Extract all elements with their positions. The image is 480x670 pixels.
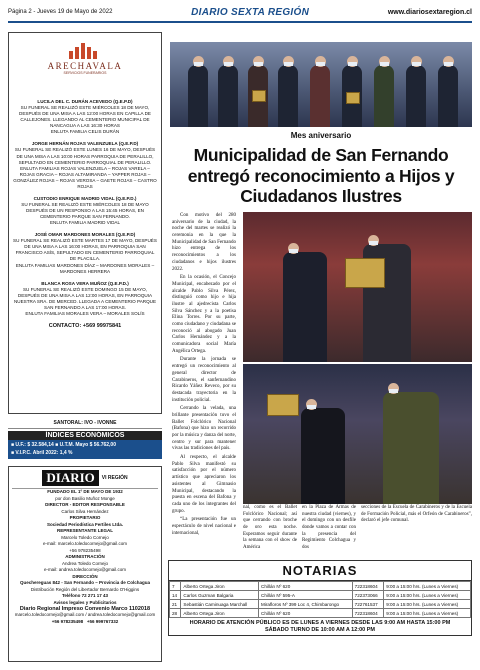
article-column-3: en la Plaza de Armas de nuestra ciudad (viernes), y el domingo con un desfile donde vamos a contar con la presencia del Regimiento Colchagua y dos: [302, 505, 356, 551]
logo-sub: SERVICIOS FUNERARIOS: [63, 71, 107, 75]
newspaper-logo: DIARIO VI REGIÓN: [12, 470, 158, 489]
article-column-2: nal, como es el Ballet Folclórico Nacional; así que cerrando con broche de oro esta noche. Esperamos seguir durante la semana con el show de América: [243, 505, 297, 551]
indices-title: ÍNDICES ECONÓMICOS: [8, 431, 162, 440]
contact-line: CONTACTO: +569 99975841: [48, 323, 122, 329]
notarias-table: [169, 581, 471, 618]
page-header: [8, 4, 472, 20]
economic-indices: [8, 420, 162, 459]
funeral-ad: [8, 32, 162, 414]
header-rule: [8, 21, 472, 23]
logo-name: ARECHAVALA: [47, 61, 123, 71]
notice-item: CUSTODIO ENRIQUE MADRID VIDAL (Q.E.P.D.) SU FUNERAL SE REALIZÓ ESTE MIÉRCOLES 18 DE MAYO DESPUÉS DE UN RESPONSO A LAS 15:45 HORAS, EN CEMENTERIO PARQUE SAN FERNANDO. ENLUTA FAMILIA MADRID VIDAL: [21, 195, 149, 226]
indices-strip: ■ U.F.: $ 32.584,14 ■ U.T.M. Mayo $ 56.762,00 ■ V.I.P.C. Abril 2022: 1,4 %: [8, 440, 162, 459]
notarias-saturday: SÁBADO TURNO DE 10:00 AM A 12:00 PM: [264, 627, 376, 633]
table-row: 21 Sebastián Caminuaga Marchall Mirafloros Nº 399 Loc 4, Chimbarongo 722761537 9:00 a 15:00 hrs. (Lunes a Viernes): [170, 600, 471, 609]
notice-list: [12, 99, 158, 317]
group-photo: [170, 42, 472, 127]
military-award-photo: [243, 364, 472, 504]
funeral-box: [8, 32, 162, 414]
award-photo: [243, 212, 472, 362]
table-row: 7 Alberto Ortega Jiron Chillán Nº 620 722318604 9:00 a 15:00 hrs. (Lunes a Viernes): [170, 582, 471, 591]
notice-item: BLANCA ROSA VERA MUÑOZ (Q.E.P.D.) SU FUNERAL SE REALIZÓ ESTE DOMINGO 15 DE MAYO, DESPUÉS DE UNA MISA A LAS 12:00 HORAS, EN PARROQUIA NUESTRA SRA. DE MERCED. LLEGADA A CEMENTERIO PARQUE SAN FERNANDO A LAS 17:00 HORAS. ENLUTA FAMILIAS MORALES VERA – MORALES SOLÍS: [13, 280, 157, 316]
article-kicker: Mes aniversario: [290, 131, 352, 140]
notarias-box: [168, 560, 472, 636]
masthead: DIARIO SEXTA REGIÓN: [191, 6, 310, 18]
arechavala-logo: [12, 41, 158, 75]
notarias-hours: HORARIO DE ATENCIÓN PÚBLICO ES DE LUNES A VIERNES DESDE LAS 9:00 AM HASTA 15:00 PM: [189, 620, 451, 626]
notice-item: JOSÉ OMAR MARDONES MORALES (Q.E.P.D) SU FUNERAL SE REALIZÓ ESTE MARTES 17 DE MAYO, DESPUÉS DE UNA MISA A LAS 16:00 HORAS, EN PARROQUIA SAN FRANCISCO ASÍS, SEPULTADO EN CEMENTERIO PARROQUIAL DE PLACILLA. ENLUTA FAMILIAS MARDONES DÍAZ – MARDONES MORALES – MARDONES HERRERA: [13, 232, 157, 274]
article-column-1: Con motivo del 280 aniversario de la ciudad, la noche del martes se realizó la ceremonia en la que la Municipalidad de San Fernando hizo entrega de los reconocimientos a los ciudadanos e hijos ilustres 2022. En la ocasión, el Concejo Municipal, encabezado por el alcalde Pablo Silva Pérez, distinguió como hijo e hija ilustre al ajedrecista Carlos Silva Sánchez y a la poetisa Elina Torres. Por su parte, como ciudadano y ciudadana se reconoció al abogado Juan Carlos Hernández y a la comunicadora social María Angélica Ortega. Durante la jornada se entregó un reconocimiento al general director de Carabineros, el sanfernandino Ricardo Yáñez Reveco, por su destacada trayectoria en la institución policial. Cerrando la velada, una brillante presentación tuvo el Ballet Folclórico Nacional (Bafona) que hizo un recorrido por la música y danza del norte, centro y sur para mantener vivas las tradiciones del país. Al respecto, el alcalde Pablo Silva manifestó su satisfacción por el número artístico que apreciaron los asistentes al Gimnasio Municipal, destacando la puesta en escena del Bafona y cada uno de los integrantes del grupo. “La presentación fue un espectáculo de nivel nacional e internacional,: [172, 213, 237, 536]
notice-item: JORGE HERNÁN ROJAS VALENZUELA (Q.E.P.D) SU FUNERAL SE REALIZÓ ESTE LUNES 16 DE MAYO, DESPUÉS DE UNA MISA A LAS 10:00 HORAS PARROQUIA DE PERALILLO, SEPULTADO EN CEMENTERIO PARROQUIAL DE PERALILLO. ENLUTA FAMILIAS ROJAS VALENZUELA – ROJAS VARELA – ROJAS GRACIA – ROJAS ALTAMIRANDA – YAPPER ROJAS – GONZÁLEZ ROJAS – ROJAS VEROSA – GAETE ROJAS – CASTRO ROJAS: [13, 141, 157, 189]
table-row: 14 Carlos Guzman Balgaria Chillán Nº 595-A 722373066 9:00 a 15:00 hrs. (Lunes a Viernes): [170, 591, 471, 600]
website-link[interactable]: www.diariosextaregion.cl: [387, 8, 472, 16]
article-column-4: secciones de la Escuela de Carabineros y de la Escuela de Formación Policial, más el Orfeón de Carabineros”, declaró el jefe comunal.: [361, 505, 472, 524]
staff-box: DIARIO VI REGIÓN FUNDADO EL 1º DE MAYO DE 1932 por don Basilio Muñoz Monge DIRECTOR - EDITOR RESPONSABLE Carlos Silva Hernández PROPIETARIO Sociedad Periodística Fertiles Ltda. REPRESENTANTE LEGAL Marcelo Toledo Cornejo e-mail: marcelo.toledocornejo@gmail.com +56 978235498 ADMINISTRACIÓN Andrea Toledo Cornejo e-mail: andrea.toledocornejo@gmail.com DIRECCIÓN Quechereguas 842 - San Fernando – Provincia de Colchagua Distribución Región del Libertador Bernardo O'Higgins Teléfono 72 271 17 43 Avisos legales y Publicitarios Diario Regional Impreso Convenio Marco 1102018 marcelo.toledocornejo@gmail.com / andrea.toledocornejo@gmail.com +56 978235498 +56 999767332: [8, 466, 162, 662]
notice-item: LUCILA DEL C. DURÁN ACEVEDO (Q.E.P.D) SU FUNERAL SE REALIZÓ ESTE MIÉRCOLES 18 DE MAYO, DESPUÉS DE UNA MISA A LAS 12:00 HORAS EN CAPILLA DE CALLEJONES. LLEGANDO AL CEMENTERIO MUNICIPAL DE NANCAGUA A LAS 16:30 HORAS ENLUTA FAMILIA CELIS DURÁN: [19, 99, 151, 135]
page-label: Página 2 - Jueves 19 de Mayo de 2022: [8, 9, 113, 15]
logo-mark-icon: [67, 41, 103, 59]
santoral: SANTORAL: IVO - IVONNE: [8, 420, 162, 429]
notarias-title: NOTARIAS: [169, 561, 471, 581]
article-headline: Municipalidad de San Fernando entregó reconocimiento a Hijos y Ciudadanos Ilustres: [187, 145, 455, 207]
table-row: 28 Alberto Ortega Jiron Chillán Nº 620 722318604 9:00 a 15:00 hrs. (Lunes a Viernes): [170, 609, 471, 618]
